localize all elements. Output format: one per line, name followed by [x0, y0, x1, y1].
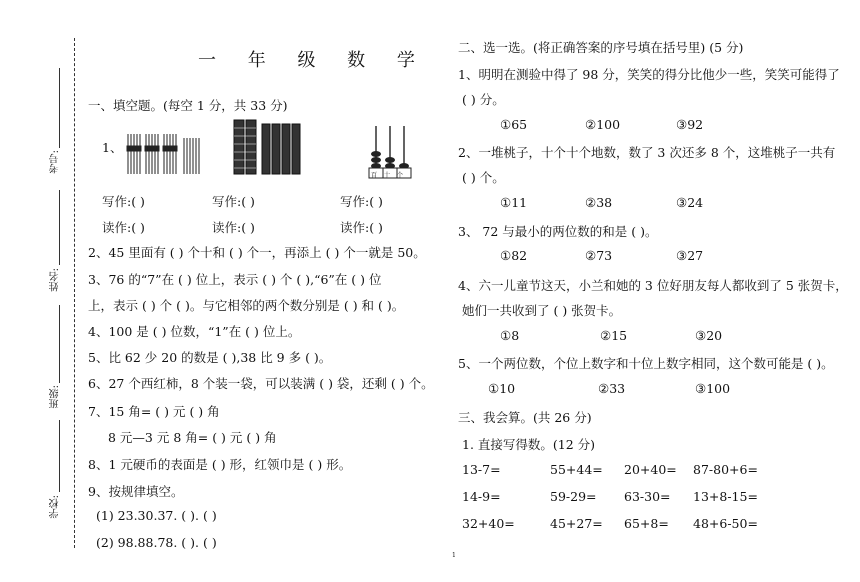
question-4: 4、100 是 ( ) 位数，“1”在 ( ) 位上。	[88, 324, 301, 339]
r-q2-option-2[interactable]: ②38	[585, 195, 613, 210]
page-title: 一 年 级 数 学	[198, 50, 428, 71]
read-blank-2[interactable]: 读作:( )	[212, 220, 255, 235]
calc-1-2: 55+44=	[550, 462, 603, 477]
r-question-2-line1: 2、一堆桃子，十个十个地数，数了 3 次还多 8 个，这堆桃子一共有	[458, 145, 836, 160]
calc-2-3: 63-30=	[624, 489, 671, 504]
abacus-place-labels	[371, 170, 410, 179]
calc-3-1: 32+40=	[462, 516, 515, 531]
question-9-part2: (2) 98.88.78. ( ). ( )	[96, 535, 217, 550]
write-blank-1[interactable]: 写作:( )	[102, 194, 145, 209]
r-q1-option-2[interactable]: ②100	[585, 117, 621, 132]
calc-2-1: 14-9=	[462, 489, 501, 504]
calc-2-4: 13+8-15=	[693, 489, 758, 504]
abacus-label-ones: 个	[397, 172, 411, 179]
r-q3-option-1[interactable]: ①82	[500, 248, 528, 263]
read-blank-3[interactable]: 读作:( )	[340, 220, 383, 235]
calc-1-4: 87-80+6=	[693, 462, 758, 477]
r-question-4-line1: 4、六一儿童节这天，小兰和她的 3 位好朋友每人都收到了 5 张贺卡，	[458, 278, 848, 293]
r-question-1-line2: ( ) 分。	[462, 92, 505, 107]
r-q4-option-1[interactable]: ①8	[500, 328, 520, 343]
r-question-3: 3、 72 与最小的两位数的和是 ( )。	[458, 224, 658, 239]
calc-1-3: 20+40=	[624, 462, 677, 477]
r-q1-option-1[interactable]: ①65	[500, 117, 528, 132]
question-7-line1: 7、15 角= ( ) 元 ( ) 角	[88, 404, 220, 419]
class-label: 班级:	[50, 385, 61, 409]
calc-2-2: 59-29=	[550, 489, 597, 504]
r-q2-option-3[interactable]: ③24	[676, 195, 704, 210]
question-3-line1: 3、76 的“7”在 ( ) 位上，表示 ( ) 个 ( ),“6”在 ( ) 位	[88, 272, 382, 287]
r-question-4-line2: 她们一共收到了 ( ) 张贺卡。	[462, 303, 622, 318]
question-9-part1: (1) 23.30.37. ( ). ( )	[96, 508, 217, 523]
r-q2-option-1[interactable]: ①11	[500, 195, 528, 210]
r-question-1-line1: 1、明明在测验中得了 98 分，笑笑的得分比他少一些，笑笑可能得了	[458, 67, 840, 82]
question-2: 2、45 里面有 ( ) 个十和 ( ) 个一，再添上 ( ) 个一就是 50。	[88, 245, 426, 260]
r-q3-option-2[interactable]: ②73	[585, 248, 613, 263]
block-stacks-illustration	[232, 118, 302, 176]
write-blank-2[interactable]: 写作:( )	[212, 194, 255, 209]
section2-heading: 二、选一选。(将正确答案的序号填在括号里) (5 分)	[458, 40, 744, 55]
calc-1-1: 13-7=	[462, 462, 501, 477]
r-q5-option-2[interactable]: ②33	[598, 381, 626, 396]
school-line	[59, 420, 60, 492]
calc-3-3: 65+8=	[624, 516, 669, 531]
abacus-label-tens: 十	[384, 172, 398, 179]
abacus-label-hundreds: 百	[371, 172, 385, 179]
question-6: 6、27 个西红柿，8 个装一袋，可以装满 ( ) 袋，还剩 ( ) 个。	[88, 376, 434, 391]
calc-3-4: 48+6-50=	[693, 516, 758, 531]
r-q5-option-3[interactable]: ③100	[695, 381, 731, 396]
write-blank-3[interactable]: 写作:( )	[340, 194, 383, 209]
calc-subheading: 1. 直接写得数。(12 分)	[462, 437, 596, 452]
question-5: 5、比 62 少 20 的数是 ( ),38 比 9 多 ( )。	[88, 350, 332, 365]
section1-heading: 一、填空题。(每空 1 分，共 33 分)	[88, 98, 288, 113]
exam-no-label: 考号:	[50, 150, 61, 174]
r-question-2-line2: ( ) 个。	[462, 170, 505, 185]
name-label: 姓名:	[50, 268, 61, 292]
question-3-line2: 上，表示 ( ) 个 ( )。与它相邻的两个数分别是 ( ) 和 ( )。	[88, 298, 405, 313]
r-question-5: 5、一个两位数，个位上数字和十位上数字相同，这个数可能是 ( )。	[458, 356, 834, 371]
r-q3-option-3[interactable]: ③27	[676, 248, 704, 263]
r-q4-option-3[interactable]: ③20	[695, 328, 723, 343]
binding-strip	[0, 0, 80, 582]
read-blank-1[interactable]: 读作:( )	[102, 220, 145, 235]
section3-heading: 三、我会算。(共 26 分)	[458, 410, 592, 425]
r-q5-option-1[interactable]: ①10	[488, 381, 516, 396]
stick-bundles-illustration	[126, 128, 206, 176]
r-q4-option-2[interactable]: ②15	[600, 328, 628, 343]
question-8: 8、1 元硬币的表面是 ( ) 形，红领巾是 ( ) 形。	[88, 457, 352, 472]
exam-no-line	[59, 68, 60, 148]
question-7-line2: 8 元—3 元 8 角= ( ) 元 ( ) 角	[108, 430, 277, 445]
page-number: 1	[452, 552, 456, 559]
calc-3-2: 45+27=	[550, 516, 603, 531]
school-label: 学校:	[50, 495, 61, 519]
question-9: 9、按规律填空。	[88, 484, 184, 499]
name-line	[59, 190, 60, 265]
q1-number: 1、	[102, 140, 123, 155]
r-q1-option-3[interactable]: ③92	[676, 117, 704, 132]
class-line	[59, 305, 60, 383]
cut-line	[74, 38, 75, 548]
